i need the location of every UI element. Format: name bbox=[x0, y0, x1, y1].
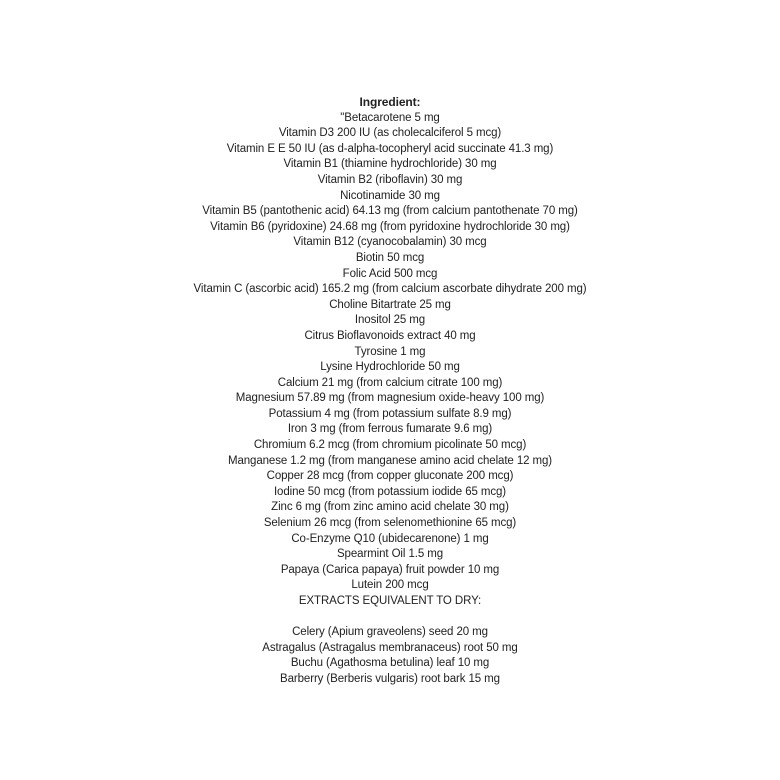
extracts-heading: EXTRACTS EQUIVALENT TO DRY: bbox=[298, 595, 482, 607]
ingredient-line: Vitamin B12 (cyanocobalamin) 30 mcg bbox=[293, 236, 487, 249]
extract-line: Barberry (Berberis vulgaris) root bark 15 mg bbox=[280, 672, 500, 685]
extract-line: Astragalus (Astragalus membranaceus) root 50 mg bbox=[262, 641, 518, 654]
ingredient-line: Vitamin D3 200 IU (as cholecalciferol 5 mcg) bbox=[278, 127, 502, 140]
ingredient-line: Potassium 4 mg (from potassium sulfate 8.9 mg) bbox=[268, 407, 512, 420]
ingredient-line: Vitamin E E 50 IU (as d-alpha-tocopheryl acid succinate 41.3 mg) bbox=[226, 142, 554, 155]
ingredient-line: Spearmint Oil 1.5 mg bbox=[336, 548, 443, 561]
ingredient-line: Magnesium 57.89 mg (from magnesium oxide-heavy 100 mg) bbox=[235, 392, 545, 405]
ingredient-line: Choline Bitartrate 25 mg bbox=[329, 298, 451, 311]
ingredient-line: Folic Acid 500 mcg bbox=[342, 267, 438, 280]
ingredient-line: Iron 3 mg (from ferrous fumarate 9.6 mg) bbox=[287, 423, 493, 436]
ingredient-line: Selenium 26 mcg (from selenomethionine 65 mcg) bbox=[263, 517, 517, 530]
ingredient-line: Lutein 200 mcg bbox=[351, 579, 429, 592]
ingredient-line: Nicotinamide 30 mg bbox=[340, 189, 440, 202]
ingredient-line: Vitamin B2 (riboflavin) 30 mg bbox=[317, 173, 463, 186]
ingredient-line: Tyrosine 1 mg bbox=[354, 345, 426, 358]
spacer bbox=[0, 610, 780, 626]
ingredient-line: Vitamin B1 (thiamine hydrochloride) 30 mg bbox=[283, 158, 497, 171]
ingredient-line: Manganese 1.2 mg (from manganese amino acid chelate 12 mg) bbox=[227, 454, 553, 467]
ingredient-line: Papaya (Carica papaya) fruit powder 10 mg bbox=[280, 563, 500, 576]
ingredient-line: "Betacarotene 5 mg bbox=[340, 111, 440, 124]
ingredient-line: Vitamin B5 (pantothenic acid) 64.13 mg (from calcium pantothenate 70 mg) bbox=[202, 205, 578, 218]
ingredient-line: Citrus Bioflavonoids extract 40 mg bbox=[304, 329, 476, 342]
ingredient-line: Biotin 50 mcg bbox=[355, 251, 425, 264]
ingredient-line: Inositol 25 mg bbox=[354, 314, 426, 327]
ingredient-heading: Ingredient: bbox=[359, 95, 421, 109]
extract-line: Buchu (Agathosma betulina) leaf 10 mg bbox=[290, 657, 490, 670]
ingredient-line: Zinc 6 mg (from zinc amino acid chelate 30 mg) bbox=[271, 501, 509, 514]
ingredient-line: Copper 28 mcg (from copper gluconate 200 mcg) bbox=[266, 470, 514, 483]
ingredient-line: Vitamin C (ascorbic acid) 165.2 mg (from calcium ascorbate dihydrate 200 mg) bbox=[193, 283, 587, 296]
ingredient-list bbox=[0, 95, 780, 688]
ingredient-line: Lysine Hydrochloride 50 mg bbox=[320, 361, 460, 374]
ingredient-line: Iodine 50 mcg (from potassium iodide 65 mcg) bbox=[273, 485, 507, 498]
ingredient-line: Vitamin B6 (pyridoxine) 24.68 mg (from pyridoxine hydrochloride 30 mg) bbox=[210, 220, 570, 233]
ingredient-line: Co-Enzyme Q10 (ubidecarenone) 1 mg bbox=[291, 532, 489, 545]
ingredient-line: Calcium 21 mg (from calcium citrate 100 mg) bbox=[277, 376, 503, 389]
extract-line: Celery (Apium graveolens) seed 20 mg bbox=[292, 626, 488, 639]
ingredient-line: Chromium 6.2 mcg (from chromium picolinate 50 mcg) bbox=[253, 439, 527, 452]
